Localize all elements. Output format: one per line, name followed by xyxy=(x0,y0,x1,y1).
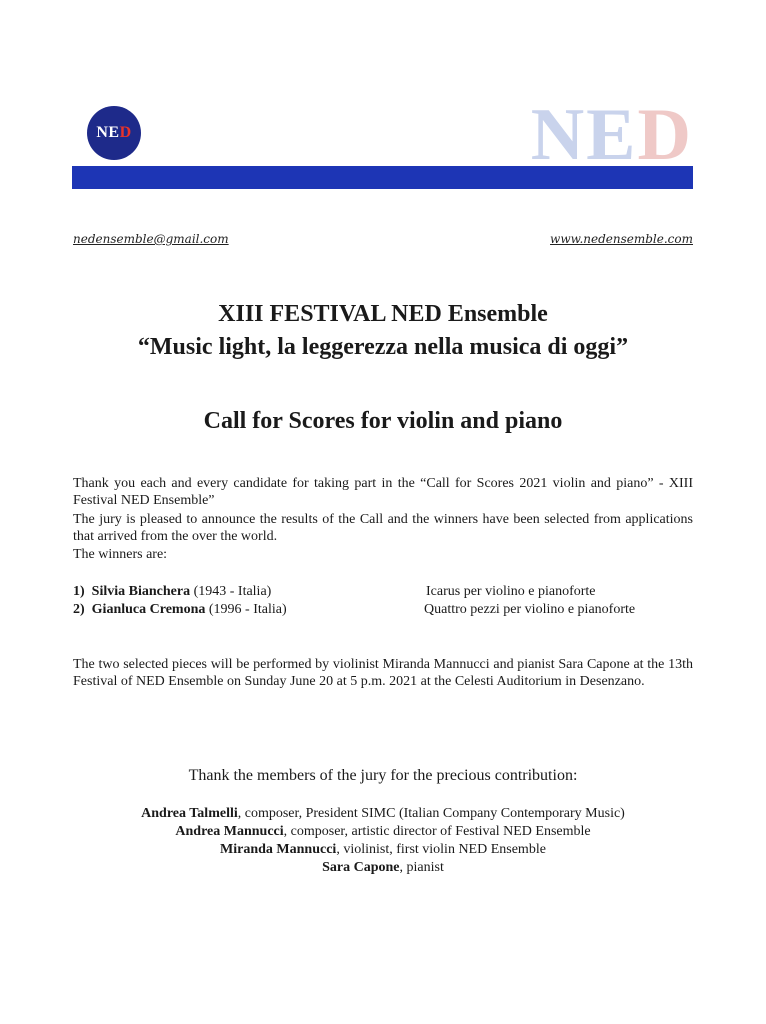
jury-member-2 xyxy=(0,823,766,841)
winner-1-info: (1943 - Italia) xyxy=(193,584,272,599)
intro-paragraph-1: Thank you each and every candidate for taking part in the “Call for Scores 2021 violin and piano” - XIII Festival NED Ensemble” xyxy=(73,476,693,508)
winner-1-number: 1) xyxy=(73,584,85,599)
winner-2-info: (1996 - Italia) xyxy=(208,602,287,617)
performance-paragraph: The two selected pieces will be performed by violinist Miranda Mannucci and pianist Sara Capone at the 13th Festival of NED Ensemble on Sunday June 20 at 5 p.m. 2021 at the Celesti Auditorium in Desenzano. xyxy=(73,657,693,689)
jury-member-3-role: , violinist, first violin NED Ensemble xyxy=(336,842,546,857)
jury-member-1-role: , composer, President SIMC (Italian Company Contemporary Music) xyxy=(237,806,625,821)
jury-thanks: Thank the members of the jury for the precious contribution: xyxy=(188,767,578,784)
jury-member-3 xyxy=(0,841,766,859)
jury-member-1 xyxy=(0,805,766,823)
watermark-text-pink: D xyxy=(637,104,693,166)
logo-text-red: D xyxy=(119,124,132,141)
intro-paragraph-2: The jury is pleased to announce the results of the Call and the winners have been selected from applications that arrived from the over the world. xyxy=(73,512,693,544)
website-link[interactable]: www.nedensemble.com xyxy=(550,232,693,246)
winner-2-number: 2) xyxy=(73,602,85,617)
winner-2 xyxy=(73,601,287,618)
email-link[interactable]: nedensemble@gmail.com xyxy=(73,232,229,246)
jury-member-1-name: Andrea Talmelli xyxy=(141,806,238,821)
logo-text-white: NE xyxy=(96,124,120,141)
jury-member-4-name: Sara Capone xyxy=(322,860,400,875)
winner-1-work: Icarus per violino e pianoforte xyxy=(426,584,596,599)
winner-1-name: Silvia Bianchera xyxy=(91,584,191,599)
winner-1 xyxy=(73,583,271,600)
festival-subtitle: “Music light, la leggerezza nella musica di oggi” xyxy=(137,334,629,360)
winner-2-work: Quattro pezzi per violino e pianoforte xyxy=(424,602,636,617)
jury-member-2-role: , composer, artistic director of Festival NED Ensemble xyxy=(283,824,591,839)
jury-member-2-name: Andrea Mannucci xyxy=(175,824,284,839)
festival-title: XIII FESTIVAL NED Ensemble xyxy=(218,301,548,327)
watermark-text-blue: NE xyxy=(530,104,638,166)
winner-2-name: Gianluca Cremona xyxy=(91,602,206,617)
header-band xyxy=(72,166,693,189)
jury-member-3-name: Miranda Mannucci xyxy=(220,842,337,857)
jury-member-4 xyxy=(0,859,766,877)
call-title: Call for Scores for violin and piano xyxy=(203,408,563,434)
jury-member-4-role: , pianist xyxy=(399,860,444,875)
intro-paragraph-3: The winners are: xyxy=(73,547,168,562)
ned-watermark xyxy=(531,104,693,166)
ned-logo xyxy=(87,106,141,160)
